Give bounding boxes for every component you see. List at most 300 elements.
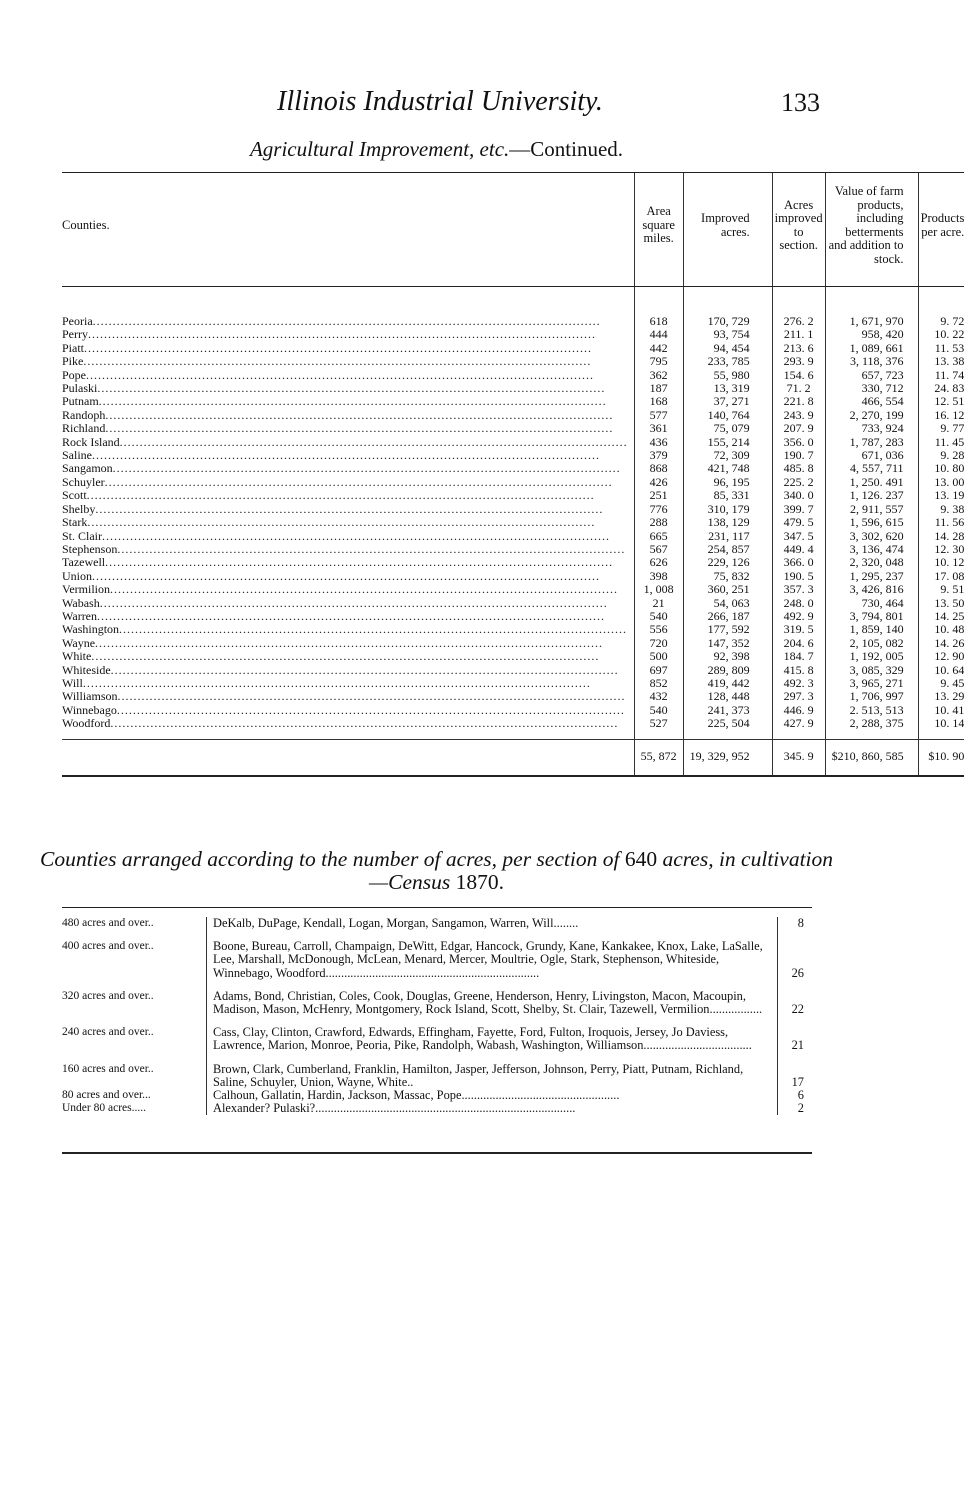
column-header-improved-acres: Improved acres. (683, 173, 772, 287)
improved-acres-cell: 96, 195 (683, 476, 772, 489)
table-row (62, 355, 964, 368)
improved-acres-cell: 75, 079 (683, 422, 772, 435)
table-row (62, 462, 964, 475)
table-row (62, 382, 964, 395)
dot-leader (102, 530, 628, 543)
improved-acres-cell: 231, 117 (683, 530, 772, 543)
dot-leader (93, 315, 628, 328)
improved-acres-cell: 54, 063 (683, 597, 772, 610)
dot-leader (117, 704, 628, 717)
dot-leader (120, 436, 628, 449)
value-cell: 330, 712 (825, 382, 918, 395)
value-cell: 3, 794, 801 (825, 610, 918, 623)
acres-per-section-cell: 190. 7 (772, 449, 825, 462)
county-label: Peoria (62, 314, 93, 328)
acres-per-section-cell: 366. 0 (772, 556, 825, 569)
dot-leader (100, 597, 628, 610)
group-counties: DeKalb, DuPage, Kendall, Logan, Morgan, Sangamon, Warren, Will........ (207, 917, 778, 940)
county-label: Wayne (62, 635, 96, 650)
totals-value: $210, 860, 585 (825, 739, 918, 776)
per-acre-cell: 12. 30 (918, 543, 964, 556)
acres-per-section-cell: 415. 8 (772, 664, 825, 677)
county-name (62, 489, 634, 502)
dot-leader (110, 717, 627, 730)
group-label: 80 acres and over... (62, 1089, 151, 1102)
table-row (62, 677, 964, 690)
acres-per-section-cell: 248. 0 (772, 597, 825, 610)
running-title: Illinois Industrial University. (277, 86, 603, 117)
group-label: 400 acres and over.. (62, 940, 154, 953)
area-cell: 442 (634, 342, 683, 355)
table-row (62, 422, 964, 435)
acres-per-section-cell: 154. 6 (772, 369, 825, 382)
area-cell: 540 (634, 610, 683, 623)
area-cell: 527 (634, 717, 683, 739)
dot-leader (99, 395, 628, 408)
county-name (62, 449, 634, 462)
agricultural-improvement-table (62, 172, 964, 777)
table-title (0, 137, 873, 162)
value-cell: 2. 513, 513 (825, 704, 918, 717)
group-counties: Alexander? Pulaski?.................................................................................... (207, 1102, 778, 1115)
acres-per-section-cell: 356. 0 (772, 436, 825, 449)
county-name (62, 597, 634, 610)
acres-per-section-cell: 479. 5 (772, 516, 825, 529)
area-cell: 577 (634, 409, 683, 422)
improved-acres-cell: 241, 373 (683, 704, 772, 717)
value-cell: 1, 089, 661 (825, 342, 918, 355)
improved-acres-cell: 421, 748 (683, 462, 772, 475)
county-name (62, 637, 634, 650)
acres-per-section-cell: 446. 9 (772, 704, 825, 717)
bottom-rule (62, 1152, 812, 1154)
acres-per-section-cell: 399. 7 (772, 503, 825, 516)
column-header-counties: Counties. (62, 173, 634, 287)
improved-acres-cell: 94, 454 (683, 342, 772, 355)
value-cell: 3, 085, 329 (825, 664, 918, 677)
area-cell: 795 (634, 355, 683, 368)
per-acre-cell: 10. 22 (918, 328, 964, 341)
county-name (62, 503, 634, 516)
group-row (62, 940, 812, 990)
table-row (62, 650, 964, 663)
county-name (62, 462, 634, 475)
group-row (62, 1102, 812, 1115)
county-label: Stephenson (62, 541, 118, 556)
counties-by-acres-table (62, 917, 812, 1115)
area-cell: 868 (634, 462, 683, 475)
improved-acres-cell: 72, 309 (683, 449, 772, 462)
per-acre-cell: 10. 80 (918, 462, 964, 475)
county-name (62, 287, 634, 329)
per-acre-cell: 11. 45 (918, 436, 964, 449)
area-cell: 697 (634, 664, 683, 677)
group-counties: Brown, Clark, Cumberland, Franklin, Hamilton, Jasper, Jefferson, Johnson, Perry, Piatt, Putnam, Richland, Saline, Schuyler, Union, Wayne, White.. (207, 1063, 778, 1089)
dot-leader (83, 677, 628, 690)
table-row (62, 623, 964, 636)
dot-leader (95, 503, 627, 516)
per-acre-cell: 12. 90 (918, 650, 964, 663)
group-label: 320 acres and over.. (62, 989, 154, 1002)
county-name (62, 395, 634, 408)
value-cell: 2, 911, 557 (825, 503, 918, 516)
per-acre-cell: 17. 08 (918, 570, 964, 583)
county-name (62, 717, 634, 739)
table-row (62, 704, 964, 717)
per-acre-cell: 9. 28 (918, 449, 964, 462)
value-cell: 958, 420 (825, 328, 918, 341)
county-name (62, 369, 634, 382)
acres-per-section-cell: 347. 5 (772, 530, 825, 543)
acres-per-section-cell: 485. 8 (772, 462, 825, 475)
improved-acres-cell: 289, 809 (683, 664, 772, 677)
section-heading-number: 640 (624, 847, 658, 871)
area-cell: 618 (634, 287, 683, 329)
totals-label (62, 739, 634, 776)
acres-per-section-cell: 184. 7 (772, 650, 825, 663)
group-count: 22 (791, 1002, 804, 1017)
per-acre-cell: 13. 38 (918, 355, 964, 368)
county-label: Stark (62, 515, 88, 530)
acres-per-section-cell: 427. 9 (772, 717, 825, 739)
area-cell: 426 (634, 476, 683, 489)
value-cell: 3, 302, 620 (825, 530, 918, 543)
area-cell: 500 (634, 650, 683, 663)
dot-leader (86, 369, 628, 382)
improved-acres-cell: 93, 754 (683, 328, 772, 341)
county-name (62, 409, 634, 422)
acres-per-section-cell: 204. 6 (772, 637, 825, 650)
improved-acres-cell: 128, 448 (683, 690, 772, 703)
table-row (62, 489, 964, 502)
value-cell: 657, 723 (825, 369, 918, 382)
per-acre-cell: 9. 72 (918, 287, 964, 329)
county-name (62, 328, 634, 341)
table-row (62, 717, 964, 739)
group-row (62, 1063, 812, 1089)
table-row (62, 610, 964, 623)
area-cell: 379 (634, 449, 683, 462)
section-rule (62, 907, 812, 908)
county-name (62, 516, 634, 529)
county-label: Randoph (62, 407, 106, 422)
value-cell: 3, 965, 271 (825, 677, 918, 690)
acres-per-section-cell: 357. 3 (772, 583, 825, 596)
improved-acres-cell: 229, 126 (683, 556, 772, 569)
county-label: Perry (62, 327, 88, 342)
county-label: Saline (62, 448, 92, 463)
dot-leader (111, 664, 628, 677)
per-acre-cell: 10. 12 (918, 556, 964, 569)
county-label: Washington (62, 622, 120, 637)
dot-leader (97, 382, 627, 395)
section-heading-year: 1870. (455, 870, 504, 894)
per-acre-cell: 13. 00 (918, 476, 964, 489)
per-acre-cell: 10. 14 (918, 717, 964, 739)
per-acre-cell: 24. 83 (918, 382, 964, 395)
group-count: 6 (797, 1088, 804, 1103)
acres-per-section-cell: 449. 4 (772, 543, 825, 556)
county-label: White (62, 649, 92, 664)
acres-per-section-cell: 190. 5 (772, 570, 825, 583)
section-heading-part2: acres, in cultivation—Census (369, 847, 834, 894)
group-label: 480 acres and over.. (62, 917, 154, 929)
county-label: Tazewell (62, 555, 106, 570)
per-acre-cell: 9. 38 (918, 503, 964, 516)
per-acre-cell: 14. 28 (918, 530, 964, 543)
area-cell: 540 (634, 704, 683, 717)
acres-per-section-cell: 319. 5 (772, 623, 825, 636)
value-cell: 466, 554 (825, 395, 918, 408)
county-name (62, 355, 634, 368)
per-acre-cell: 13. 50 (918, 597, 964, 610)
improved-acres-cell: 140, 764 (683, 409, 772, 422)
dot-leader (97, 610, 628, 623)
dot-leader (117, 543, 627, 556)
column-header-value-farm-products: Value of farm products, including betterments and addition to stock. (825, 173, 918, 287)
county-label: Shelby (62, 501, 96, 516)
area-cell: 720 (634, 637, 683, 650)
table-row (62, 476, 964, 489)
group-count: 26 (791, 965, 804, 980)
county-name (62, 570, 634, 583)
group-counties: Boone, Bureau, Carroll, Champaign, DeWitt, Edgar, Hancock, Grundy, Kane, Kankakee, Knox, Lake, LaSalle, Lee, Marshall, McDonough, McLean, Menard, Mercer, Moultrie, Ogle, Stark, Stephenson, Whiteside, Winnebago, Woodford..................................................................... (207, 940, 778, 990)
county-name (62, 342, 634, 355)
acres-per-section-cell: 221. 8 (772, 395, 825, 408)
group-label: 160 acres and over.. (62, 1062, 154, 1075)
per-acre-cell: 12. 51 (918, 395, 964, 408)
county-name (62, 530, 634, 543)
totals-per-acre: $10. 90 (918, 739, 964, 776)
acres-per-section-cell: 492. 9 (772, 610, 825, 623)
per-acre-cell: 13. 19 (918, 489, 964, 502)
section-heading-part1: Counties arranged according to the number of acres, per section of (40, 847, 620, 871)
county-name (62, 677, 634, 690)
value-cell: 733, 924 (825, 422, 918, 435)
value-cell: 1, 787, 283 (825, 436, 918, 449)
table-row (62, 583, 964, 596)
value-cell: 4, 557, 711 (825, 462, 918, 475)
table-row (62, 395, 964, 408)
per-acre-cell: 14. 25 (918, 610, 964, 623)
improved-acres-cell: 170, 729 (683, 287, 772, 329)
county-name (62, 704, 634, 717)
value-cell: 3, 426, 816 (825, 583, 918, 596)
table-title-continued: —Continued. (509, 137, 624, 161)
table-row (62, 436, 964, 449)
area-cell: 1, 008 (634, 583, 683, 596)
county-label: Vermilion (62, 582, 110, 597)
running-head (60, 86, 820, 126)
group-label: 240 acres and over.. (62, 1026, 154, 1039)
area-cell: 626 (634, 556, 683, 569)
dot-leader (105, 476, 628, 489)
group-row (62, 1026, 812, 1062)
county-label: Pike (62, 354, 84, 369)
area-cell: 556 (634, 623, 683, 636)
dot-leader (105, 409, 627, 422)
improved-acres-cell: 177, 592 (683, 623, 772, 636)
county-label: Warren (62, 608, 98, 623)
table-row (62, 287, 964, 329)
value-cell: 2, 320, 048 (825, 556, 918, 569)
value-cell: 1, 596, 615 (825, 516, 918, 529)
county-name (62, 436, 634, 449)
table-row (62, 369, 964, 382)
area-cell: 288 (634, 516, 683, 529)
totals-acres-per-section: 345. 9 (772, 739, 825, 776)
acres-per-section-cell: 213. 6 (772, 342, 825, 355)
area-cell: 567 (634, 543, 683, 556)
table-row (62, 328, 964, 341)
group-count: 2 (797, 1101, 804, 1116)
table-row (62, 556, 964, 569)
section-heading (40, 848, 833, 894)
table-row (62, 543, 964, 556)
page-number: 133 (781, 88, 820, 117)
dot-leader (88, 328, 628, 341)
per-acre-cell: 9. 45 (918, 677, 964, 690)
county-label: Schuyler (62, 474, 105, 489)
county-label: Putnam (62, 394, 99, 409)
area-cell: 21 (634, 597, 683, 610)
acres-per-section-cell: 207. 9 (772, 422, 825, 435)
improved-acres-cell: 37, 271 (683, 395, 772, 408)
column-header-acres-per-section: Acres improved to section. (772, 173, 825, 287)
county-name (62, 556, 634, 569)
value-cell: 1, 250. 491 (825, 476, 918, 489)
per-acre-cell: 10. 64 (918, 664, 964, 677)
acres-per-section-cell: 225. 2 (772, 476, 825, 489)
improved-acres-cell: 85, 331 (683, 489, 772, 502)
column-header-products-per-acre: Products per acre. (918, 173, 964, 287)
county-name (62, 382, 634, 395)
value-cell: 2, 270, 199 (825, 409, 918, 422)
per-acre-cell: 11. 74 (918, 369, 964, 382)
area-cell: 852 (634, 677, 683, 690)
acres-per-section-cell: 243. 9 (772, 409, 825, 422)
dot-leader (92, 570, 628, 583)
area-cell: 436 (634, 436, 683, 449)
group-count: 17 (791, 1074, 804, 1089)
group-row (62, 917, 812, 940)
per-acre-cell: 14. 26 (918, 637, 964, 650)
dot-leader (83, 355, 627, 368)
dot-leader (119, 623, 628, 636)
group-count: 21 (791, 1038, 804, 1053)
value-cell: 1, 859, 140 (825, 623, 918, 636)
dot-leader (84, 342, 628, 355)
area-cell: 362 (634, 369, 683, 382)
dot-leader (91, 650, 627, 663)
table-row (62, 342, 964, 355)
dot-leader (113, 462, 628, 475)
area-cell: 361 (634, 422, 683, 435)
value-cell: 1, 295, 237 (825, 570, 918, 583)
county-name (62, 664, 634, 677)
per-acre-cell: 9. 77 (918, 422, 964, 435)
acres-per-section-cell: 293. 9 (772, 355, 825, 368)
table-row (62, 637, 964, 650)
group-counties: Calhoun, Gallatin, Hardin, Jackson, Massac, Pope................................................... (207, 1089, 778, 1102)
improved-acres-cell: 75, 832 (683, 570, 772, 583)
county-label: St. Clair (62, 528, 103, 543)
group-count: 8 (797, 916, 804, 930)
county-label: Rock Island (62, 434, 120, 449)
area-cell: 665 (634, 530, 683, 543)
value-cell: 2, 105, 082 (825, 637, 918, 650)
per-acre-cell: 11. 56 (918, 516, 964, 529)
acres-per-section-cell: 211. 1 (772, 328, 825, 341)
column-header-area: Area square miles. (634, 173, 683, 287)
table-row (62, 570, 964, 583)
improved-acres-cell: 419, 442 (683, 677, 772, 690)
per-acre-cell: 16. 12 (918, 409, 964, 422)
area-cell: 444 (634, 328, 683, 341)
table-row (62, 503, 964, 516)
county-label: Sangamon (62, 461, 113, 476)
dot-leader (110, 583, 628, 596)
county-name (62, 476, 634, 489)
dot-leader (118, 690, 628, 703)
county-name (62, 610, 634, 623)
dot-leader (105, 422, 627, 435)
group-counties: Cass, Clay, Clinton, Crawford, Edwards, Effingham, Fayette, Ford, Fulton, Iroquois, Jersey, Jo Daviess, Lawrence, Marion, Monroe, Peoria, Pike, Randolph, Wabash, Washington, Williamson................................... (207, 1026, 778, 1062)
value-cell: 1, 706, 997 (825, 690, 918, 703)
county-label: Pope (62, 367, 86, 382)
area-cell: 398 (634, 570, 683, 583)
dot-leader (87, 516, 627, 529)
per-acre-cell: 10. 41 (918, 704, 964, 717)
improved-acres-cell: 155, 214 (683, 436, 772, 449)
county-name (62, 623, 634, 636)
acres-per-section-cell: 71. 2 (772, 382, 825, 395)
area-cell: 187 (634, 382, 683, 395)
improved-acres-cell: 254, 857 (683, 543, 772, 556)
per-acre-cell: 11. 53 (918, 342, 964, 355)
county-label: Scott (62, 488, 87, 503)
table-row (62, 409, 964, 422)
area-cell: 432 (634, 690, 683, 703)
dot-leader (87, 489, 628, 502)
county-label: Union (62, 568, 92, 583)
improved-acres-cell: 310, 179 (683, 503, 772, 516)
totals-area: 55, 872 (634, 739, 683, 776)
improved-acres-cell: 233, 785 (683, 355, 772, 368)
table-row (62, 516, 964, 529)
value-cell: 2, 288, 375 (825, 717, 918, 739)
county-label: Williamson (62, 689, 118, 704)
acres-per-section-cell: 276. 2 (772, 287, 825, 329)
improved-acres-cell: 92, 398 (683, 650, 772, 663)
table-title-italic: Agricultural Improvement, etc. (249, 137, 510, 161)
per-acre-cell: 9. 51 (918, 583, 964, 596)
dot-leader (95, 637, 628, 650)
table-row (62, 690, 964, 703)
county-name (62, 422, 634, 435)
county-name (62, 690, 634, 703)
county-label: Woodford (62, 716, 111, 731)
county-label: Whiteside (62, 662, 111, 677)
table-row (62, 449, 964, 462)
totals-row (62, 739, 964, 776)
improved-acres-cell: 13, 319 (683, 382, 772, 395)
value-cell: 3, 118, 376 (825, 355, 918, 368)
area-cell: 251 (634, 489, 683, 502)
value-cell: 1, 126. 237 (825, 489, 918, 502)
county-name (62, 543, 634, 556)
improved-acres-cell: 138, 129 (683, 516, 772, 529)
